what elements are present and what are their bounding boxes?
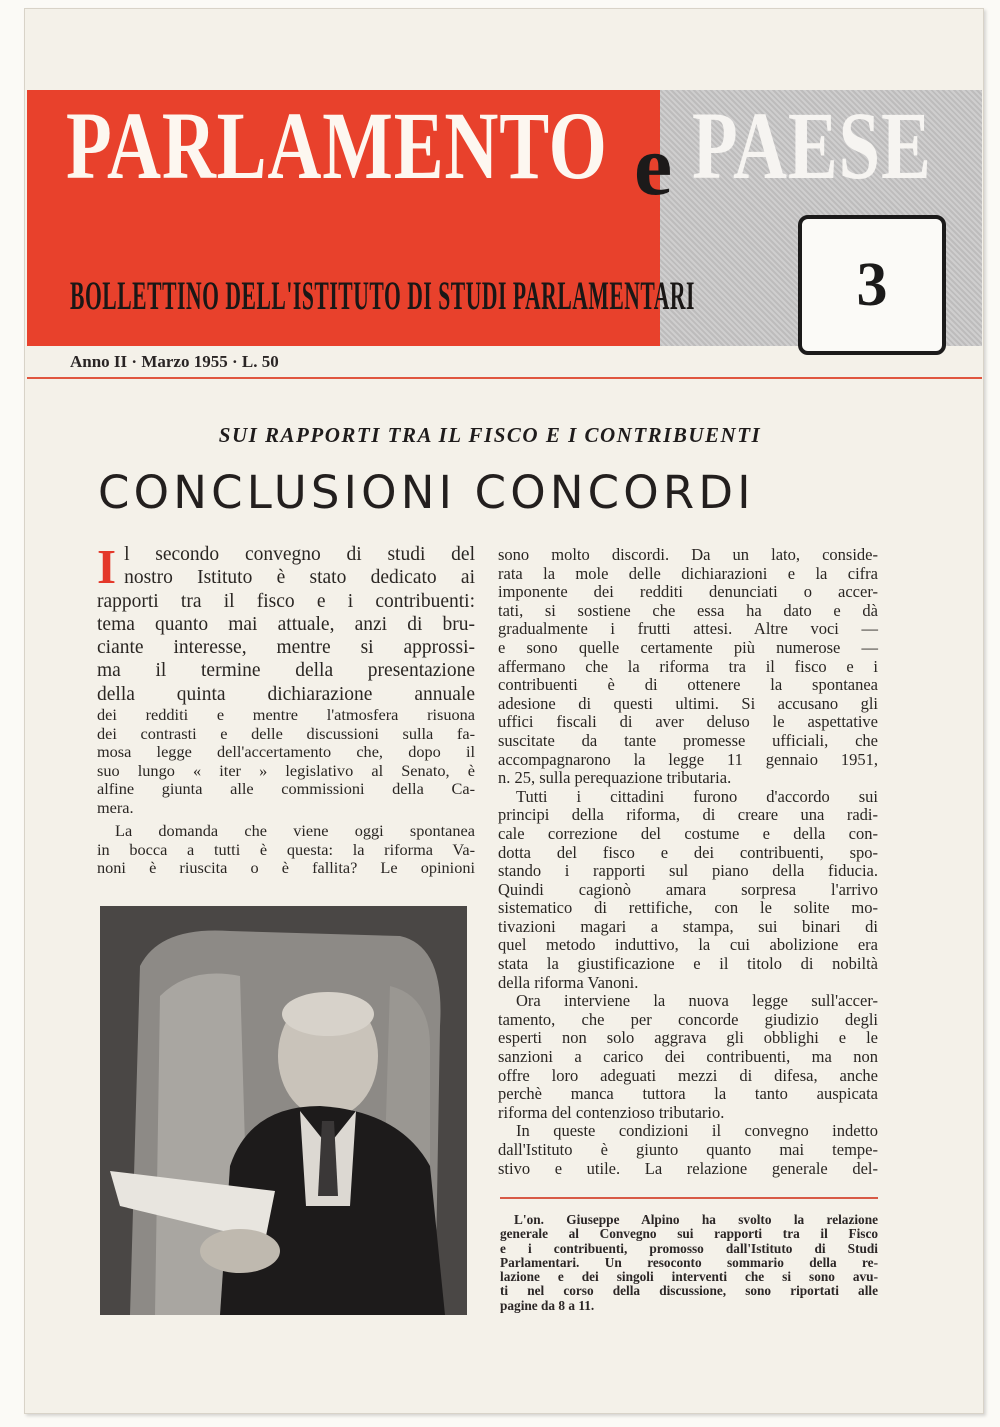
text-line: dotta del fisco e dei contribuenti, spo- — [498, 842, 878, 862]
masthead-title-paese: PAESE — [692, 92, 932, 199]
text-line: offre loro adeguati mezzi di difesa, anche — [498, 1065, 878, 1085]
text-line: tamento, che per concorde giudizio degli — [498, 1009, 878, 1029]
caption-line: e i contribuenti, promosso dall'Istituto di Studi — [500, 1240, 878, 1256]
text-line: e sono quelle certamente più numerose — — [498, 637, 878, 657]
text-line: l secondo convegno di studi del — [124, 544, 475, 565]
text-line: noni è riuscita o è fallita? Le opinioni — [97, 858, 475, 878]
text-line: ciante interesse, mentre si approssi- — [97, 637, 475, 659]
photo-caption — [500, 1213, 878, 1313]
text-line: sono molto discordi. Da un lato, conside- — [498, 545, 878, 564]
text-line: esperti non solo aggrava gli obblighi e le — [498, 1028, 878, 1048]
masthead-title-e: e — [634, 117, 673, 213]
caption-line: lazione e dei singoli interventi che si sono avu- — [500, 1269, 878, 1285]
text-line: stivo e utile. La relazione generale del- — [498, 1158, 878, 1178]
text-line: n. 25, sulla perequazione tributaria. — [498, 768, 732, 788]
text-line: Quindi cagionò amara sorpresa l'arrivo — [498, 879, 878, 899]
text-line: accompagnarono la legge 11 gennaio 1951, — [498, 749, 878, 769]
issue-number: 3 — [856, 250, 888, 319]
text-line: ma il termine della presentazione — [97, 660, 475, 682]
masthead-rule — [27, 377, 982, 379]
text-line: mera. — [97, 797, 134, 817]
caption-line: ti nel corso della discussione, sono riportati alle — [500, 1283, 878, 1299]
text-line: tivazioni magari a stampa, sui binari di — [498, 916, 878, 936]
caption-line: pagine da 8 a 11. — [500, 1297, 595, 1313]
masthead-subtitle: BOLLETTINO DELL'ISTITUTO DI STUDI PARLAMENTARI — [70, 273, 695, 318]
portrait-photo — [100, 906, 467, 1315]
text-line: perchè manca tuttora la tanto auspicata — [498, 1084, 878, 1104]
text-line: Ora interviene la nuova legge sull'accer- — [516, 991, 878, 1011]
caption-line: generale al Convegno sui rapporti tra il Fisco — [500, 1226, 878, 1242]
text-line: principi della riforma, di creare una radi- — [498, 805, 878, 825]
text-line: quel metodo induttivo, la cui abolizione era — [498, 935, 878, 955]
text-line: affermano che la riforma tra il fisco e i — [498, 656, 878, 676]
text-line: alfine giunta alle commissioni della Ca- — [97, 779, 475, 799]
text-line: stando i rapporti sul piano della fiducia. — [498, 861, 878, 881]
text-line: mosa legge dell'accertamento che, dopo il — [97, 742, 475, 762]
text-line: nostro Istituto è stato dedicato ai — [124, 567, 475, 589]
text-line: imponente dei redditi denunciati o accer- — [498, 582, 878, 602]
text-line: della riforma Vanoni. — [498, 972, 639, 992]
article-headline: CONCLUSIONI CONCORDI — [98, 466, 755, 519]
portrait-photo-image — [100, 906, 467, 1315]
article-kicker: SUI RAPPORTI TRA IL FISCO E I CONTRIBUENTI — [218, 423, 762, 447]
text-line: tema quanto mai attuale, anzi di bru- — [97, 613, 475, 635]
right-column — [498, 546, 878, 1178]
text-line: suscitate da tante promesse ufficiali, che — [498, 730, 878, 750]
text-line: stata la giustificazione e il titolo di nobiltà — [498, 954, 878, 974]
text-line: gradualmente i frutti attesi. Altre voci — — [498, 619, 878, 639]
issue-number-box — [798, 215, 946, 355]
text-line: riforma del contenzioso tributario. — [498, 1102, 725, 1122]
text-line: In queste condizioni il convegno indetto — [516, 1121, 878, 1141]
text-line: dall'Istituto è giunto quanto mai tempe- — [498, 1140, 878, 1159]
text-line: rapporti tra il fisco e i contribuenti: — [97, 590, 475, 612]
text-line: uffici fiscali di aver deluso le aspettative — [498, 712, 878, 732]
text-line: tati, si sostiene che essa ha dato e dà — [498, 600, 878, 620]
caption-rule — [500, 1197, 878, 1199]
text-line: suo lungo « iter » legislativo al Senato, è — [97, 760, 475, 780]
caption-line: L'on. Giuseppe Alpino ha svolto la relazione — [514, 1212, 878, 1227]
text-line: La domanda che viene oggi spontanea — [115, 821, 475, 841]
text-line: rata la mole delle dichiarazioni e la cifra — [498, 563, 878, 583]
text-line: della quinta dichiarazione annuale — [97, 683, 475, 705]
text-line: Tutti i cittadini furono d'accordo sui — [516, 786, 878, 806]
text-line: cale correzione del costume e della con- — [498, 823, 878, 843]
left-column — [97, 539, 475, 878]
caption-line: Parlamentari. Un resoconto sommario della re- — [500, 1254, 878, 1270]
drop-cap: I — [97, 539, 117, 594]
masthead-title-parlamento: PARLAMENTO — [66, 92, 608, 199]
issue-line: Anno II · Marzo 1955 · L. 50 — [70, 352, 279, 371]
text-line: contribuenti è di ottenere la spontanea — [498, 675, 878, 695]
text-line: dei contrasti e delle discussioni sulla fa- — [97, 723, 475, 743]
text-line: dei redditi e mentre l'atmosfera risuona — [97, 705, 475, 725]
text-line: sanzioni a carico dei contribuenti, ma non — [498, 1047, 878, 1067]
text-line: adesione di questi ultimi. Si accusano gli — [498, 693, 878, 713]
text-line: in bocca a tutti è questa: la riforma Va- — [97, 839, 475, 859]
text-line: sistematico di rettifiche, con le solite mo- — [498, 898, 878, 918]
